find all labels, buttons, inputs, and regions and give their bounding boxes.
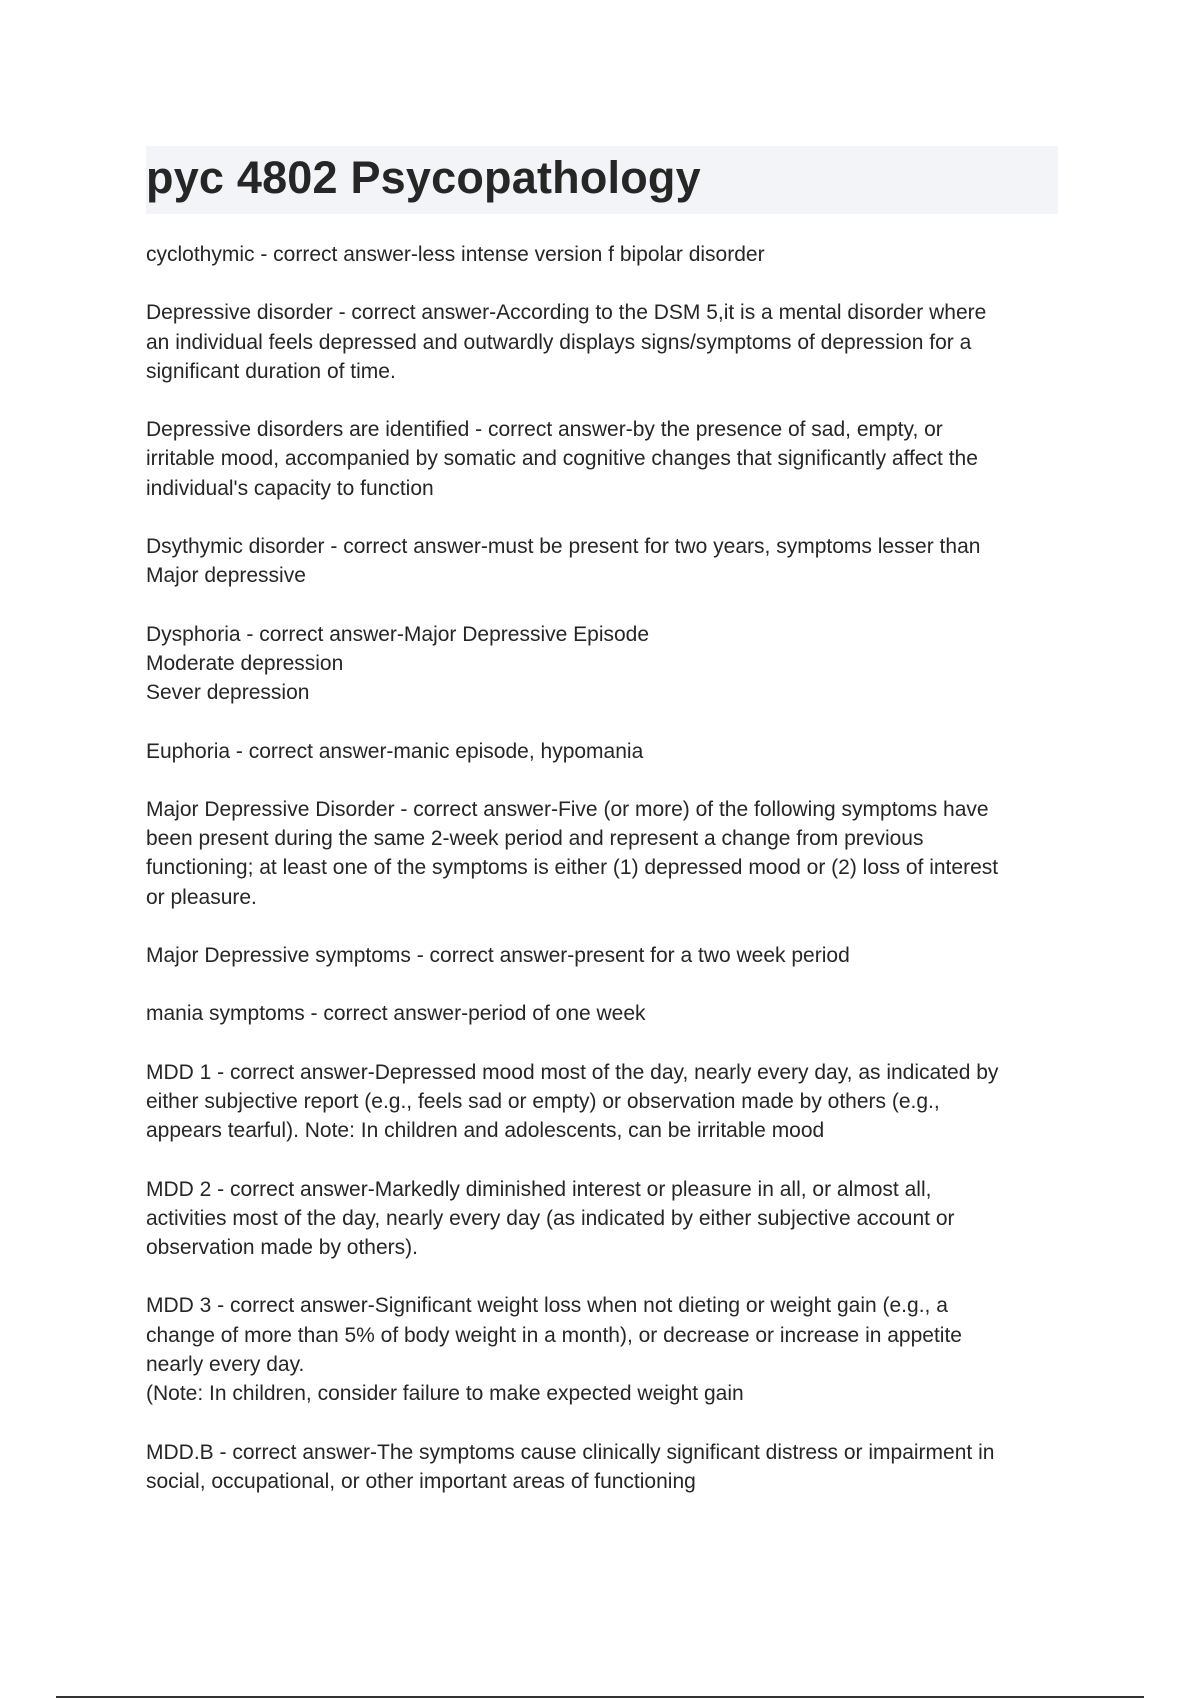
flashcard-entry: Major Depressive Disorder - correct answer-Five (or more) of the following symptoms have been present during the same 2-week period and represent a change from previous functioning; at least one of the symptoms is either (1) depressed mood or (2) loss of interest or pleasure. xyxy=(146,797,999,909)
page-title: pyc 4802 Psycopathology xyxy=(146,152,701,203)
flashcard-entry: MDD 3 - correct answer-Significant weight loss when not dieting or weight gain (e.g., a change of more than 5% of body weight in a month), or decrease or increase in appetite nearly every day. (Note: In children, consider failure to make expected weight gain xyxy=(146,1294,962,1406)
flashcard-entry: Major Depressive symptoms - correct answer-present for a two week period xyxy=(146,944,850,968)
flashcard-entry: MDD 2 - correct answer-Markedly diminished interest or pleasure in all, or almost all, activities most of the day, nearly every day (as indicated by either subjective account or observation made by others). xyxy=(146,1177,955,1260)
title-band xyxy=(146,146,1058,214)
flashcard-entry: Depressive disorders are identified - correct answer-by the presence of sad, empty, or irritable mood, accompanied by somatic and cognitive changes that significantly affect the individual's capacity to function xyxy=(146,418,978,500)
footer-divider xyxy=(56,1696,1144,1698)
flashcard-entry: MDD 1 - correct answer-Depressed mood most of the day, nearly every day, as indicated by either subjective report (e.g., feels sad or empty) or observation made by others (e.g., appears tearful). Note: In children and adolescents, can be irritable mood xyxy=(146,1060,999,1143)
flashcard-entry: Dysphoria - correct answer-Major Depressive Episode Moderate depression Sever depression xyxy=(146,622,650,705)
flashcard-entry: Dsythymic disorder - correct answer-must be present for two years, symptoms lesser than Major depressive xyxy=(146,535,981,588)
flashcard-entry: Depressive disorder - correct answer-According to the DSM 5,it is a mental disorder where an individual feels depressed and outwardly displays signs/symptoms of depression for a significant duration of time. xyxy=(146,301,987,383)
flashcard-entry: MDD.B - correct answer-The symptoms cause clinically significant distress or impairment in social, occupational, or other important areas of functioning xyxy=(146,1440,995,1493)
flashcard-list xyxy=(146,240,1066,1525)
flashcard-entry: Euphoria - correct answer-manic episode, hypomania xyxy=(146,739,644,763)
flashcard-entry: mania symptoms - correct answer-period of one week xyxy=(146,1002,646,1026)
flashcard-entry: cyclothymic - correct answer-less intense version f bipolar disorder xyxy=(146,243,765,266)
